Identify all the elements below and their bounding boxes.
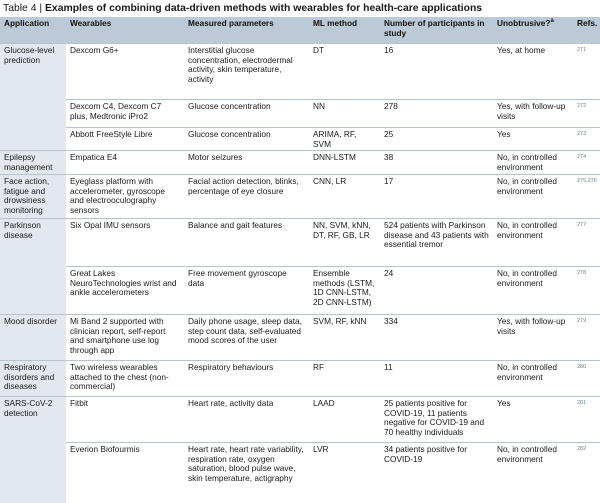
cell-ml-method: NN	[309, 100, 380, 128]
cell-participants: 38	[380, 151, 493, 175]
cell-application	[0, 267, 66, 315]
cell-wearables: Dexcom C4, Dexcom C7 plus, Medtronic iPro2	[66, 100, 184, 128]
table-row	[0, 175, 600, 219]
header-application: Application	[0, 17, 66, 44]
table-row	[0, 219, 600, 267]
cell-parameters: Free movement gyroscope data	[184, 267, 309, 315]
header-row	[0, 17, 600, 44]
cell-participants: 278	[380, 100, 493, 128]
cell-unobtrusive: No, in controlled environment	[493, 443, 573, 503]
cell-ref: 278	[573, 267, 600, 315]
cell-participants: 11	[380, 361, 493, 397]
cell-parameters: Heart rate, activity data	[184, 397, 309, 443]
cell-wearables: Six Opal IMU sensors	[66, 219, 184, 267]
cell-parameters: Heart rate, heart rate variability, respiration rate, oxygen saturation, blood pulse wave, skin temperature, actigraphy	[184, 443, 309, 503]
cell-wearables: Fitbit	[66, 397, 184, 443]
table-row	[0, 315, 600, 361]
cell-unobtrusive: No, in controlled environment	[493, 175, 573, 219]
cell-application: Face action, fatigue and drowsiness monitoring	[0, 175, 66, 219]
cell-unobtrusive: No, in controlled environment	[493, 267, 573, 315]
cell-wearables: Dexcom G6+	[66, 44, 184, 100]
header-participants: Number of participants in study	[380, 17, 493, 44]
table-row	[0, 44, 600, 100]
cell-application: Epilepsy management	[0, 151, 66, 175]
cell-wearables: Mi Band 2 supported with clinician report, self-report and smartphone use log through app	[66, 315, 184, 361]
cell-application: Respiratory disorders and diseases	[0, 361, 66, 397]
cell-parameters: Balance and gait features	[184, 219, 309, 267]
cell-application	[0, 128, 66, 151]
cell-unobtrusive: No, in controlled environment	[493, 219, 573, 267]
cell-participants: 25	[380, 128, 493, 151]
cell-ml-method: NN, SVM, kNN, DT, RF, GB, LR	[309, 219, 380, 267]
table-label: Table 4 |	[3, 3, 43, 14]
cell-ml-method: LAAD	[309, 397, 380, 443]
header-refs: Refs.	[573, 17, 600, 44]
cell-participants: 16	[380, 44, 493, 100]
table-row	[0, 397, 600, 443]
cell-ml-method: SVM, RF, kNN	[309, 315, 380, 361]
cell-ref: 281	[573, 397, 600, 443]
cell-wearables: Abbott FreeStyle Libre	[66, 128, 184, 151]
cell-ref: 282	[573, 443, 600, 503]
header-unobtrusive	[493, 17, 573, 44]
cell-unobtrusive: Yes, with follow-up visits	[493, 100, 573, 128]
cell-ml-method: LVR	[309, 443, 380, 503]
wearables-ml-table	[0, 17, 600, 503]
table-row	[0, 267, 600, 315]
table-caption	[0, 0, 600, 17]
header-unobtrusive-label: Unobtrusive?	[497, 18, 551, 28]
cell-participants: 24	[380, 267, 493, 315]
table-row	[0, 128, 600, 151]
cell-participants: 34 patients positive for COVID-19	[380, 443, 493, 503]
cell-ml-method: ARIMA, RF, SVM	[309, 128, 380, 151]
cell-application: Glucose-level prediction	[0, 44, 66, 100]
cell-ref: 275,276	[573, 175, 600, 219]
cell-participants: 334	[380, 315, 493, 361]
cell-ml-method: CNN, LR	[309, 175, 380, 219]
header-footnote-mark: a	[550, 18, 554, 25]
cell-application: Mood disorder	[0, 315, 66, 361]
cell-application	[0, 100, 66, 128]
cell-ref: 272	[573, 100, 600, 128]
cell-ml-method: RF	[309, 361, 380, 397]
cell-application	[0, 443, 66, 503]
cell-unobtrusive: Yes, with follow-up visits	[493, 315, 573, 361]
cell-ref: 274	[573, 151, 600, 175]
cell-parameters: Respiratory behaviours	[184, 361, 309, 397]
cell-application: SARS-CoV-2 detection	[0, 397, 66, 443]
table-row	[0, 443, 600, 503]
cell-parameters: Facial action detection, blinks, percentage of eye closure	[184, 175, 309, 219]
table-title: Examples of combining data-driven methods with wearables for health-care applications	[44, 3, 483, 14]
table-row	[0, 361, 600, 397]
cell-unobtrusive: No, in controlled environment	[493, 361, 573, 397]
cell-unobtrusive: Yes	[493, 397, 573, 443]
cell-ml-method: DT	[309, 44, 380, 100]
cell-parameters: Interstitial glucose concentration, electrodermal activity, skin temperature, activity	[184, 44, 309, 100]
cell-wearables: Great Lakes NeuroTechnologies wrist and ankle accelerometers	[66, 267, 184, 315]
table-row	[0, 100, 600, 128]
cell-participants: 25 patients positive for COVID-19, 11 patients negative for COVID-19 and 70 healthy individuals	[380, 397, 493, 443]
cell-ref: 273	[573, 128, 600, 151]
cell-wearables: Empatica E4	[66, 151, 184, 175]
cell-participants: 524 patients with Parkinson disease and 43 patients with essential tremor	[380, 219, 493, 267]
cell-ref: 279	[573, 315, 600, 361]
cell-wearables: Eyeglass platform with accelerometer, gyroscope and electrooculography sensors	[66, 175, 184, 219]
table-row	[0, 151, 600, 175]
cell-wearables: Two wireless wearables attached to the chest (non-commercial)	[66, 361, 184, 397]
cell-ref: 271	[573, 44, 600, 100]
cell-unobtrusive: Yes	[493, 128, 573, 151]
cell-parameters: Glucose concentration	[184, 100, 309, 128]
header-ml-method: ML method	[309, 17, 380, 44]
cell-unobtrusive: No, in controlled environment	[493, 151, 573, 175]
cell-ml-method: Ensemble methods (LSTM, 1D CNN-LSTM, 2D CNN-LSTM)	[309, 267, 380, 315]
cell-unobtrusive: Yes, at home	[493, 44, 573, 100]
cell-ref: 277	[573, 219, 600, 267]
cell-participants: 17	[380, 175, 493, 219]
cell-application: Parkinson disease	[0, 219, 66, 267]
cell-ml-method: DNN-LSTM	[309, 151, 380, 175]
cell-parameters: Motor seizures	[184, 151, 309, 175]
header-parameters: Measured parameters	[184, 17, 309, 44]
cell-parameters: Daily phone usage, sleep data, step count data, self-evaluated mood scores of the user	[184, 315, 309, 361]
cell-wearables: Everion Biofourmis	[66, 443, 184, 503]
cell-ref: 280	[573, 361, 600, 397]
cell-parameters: Glucose concentration	[184, 128, 309, 151]
header-wearables: Wearables	[66, 17, 184, 44]
